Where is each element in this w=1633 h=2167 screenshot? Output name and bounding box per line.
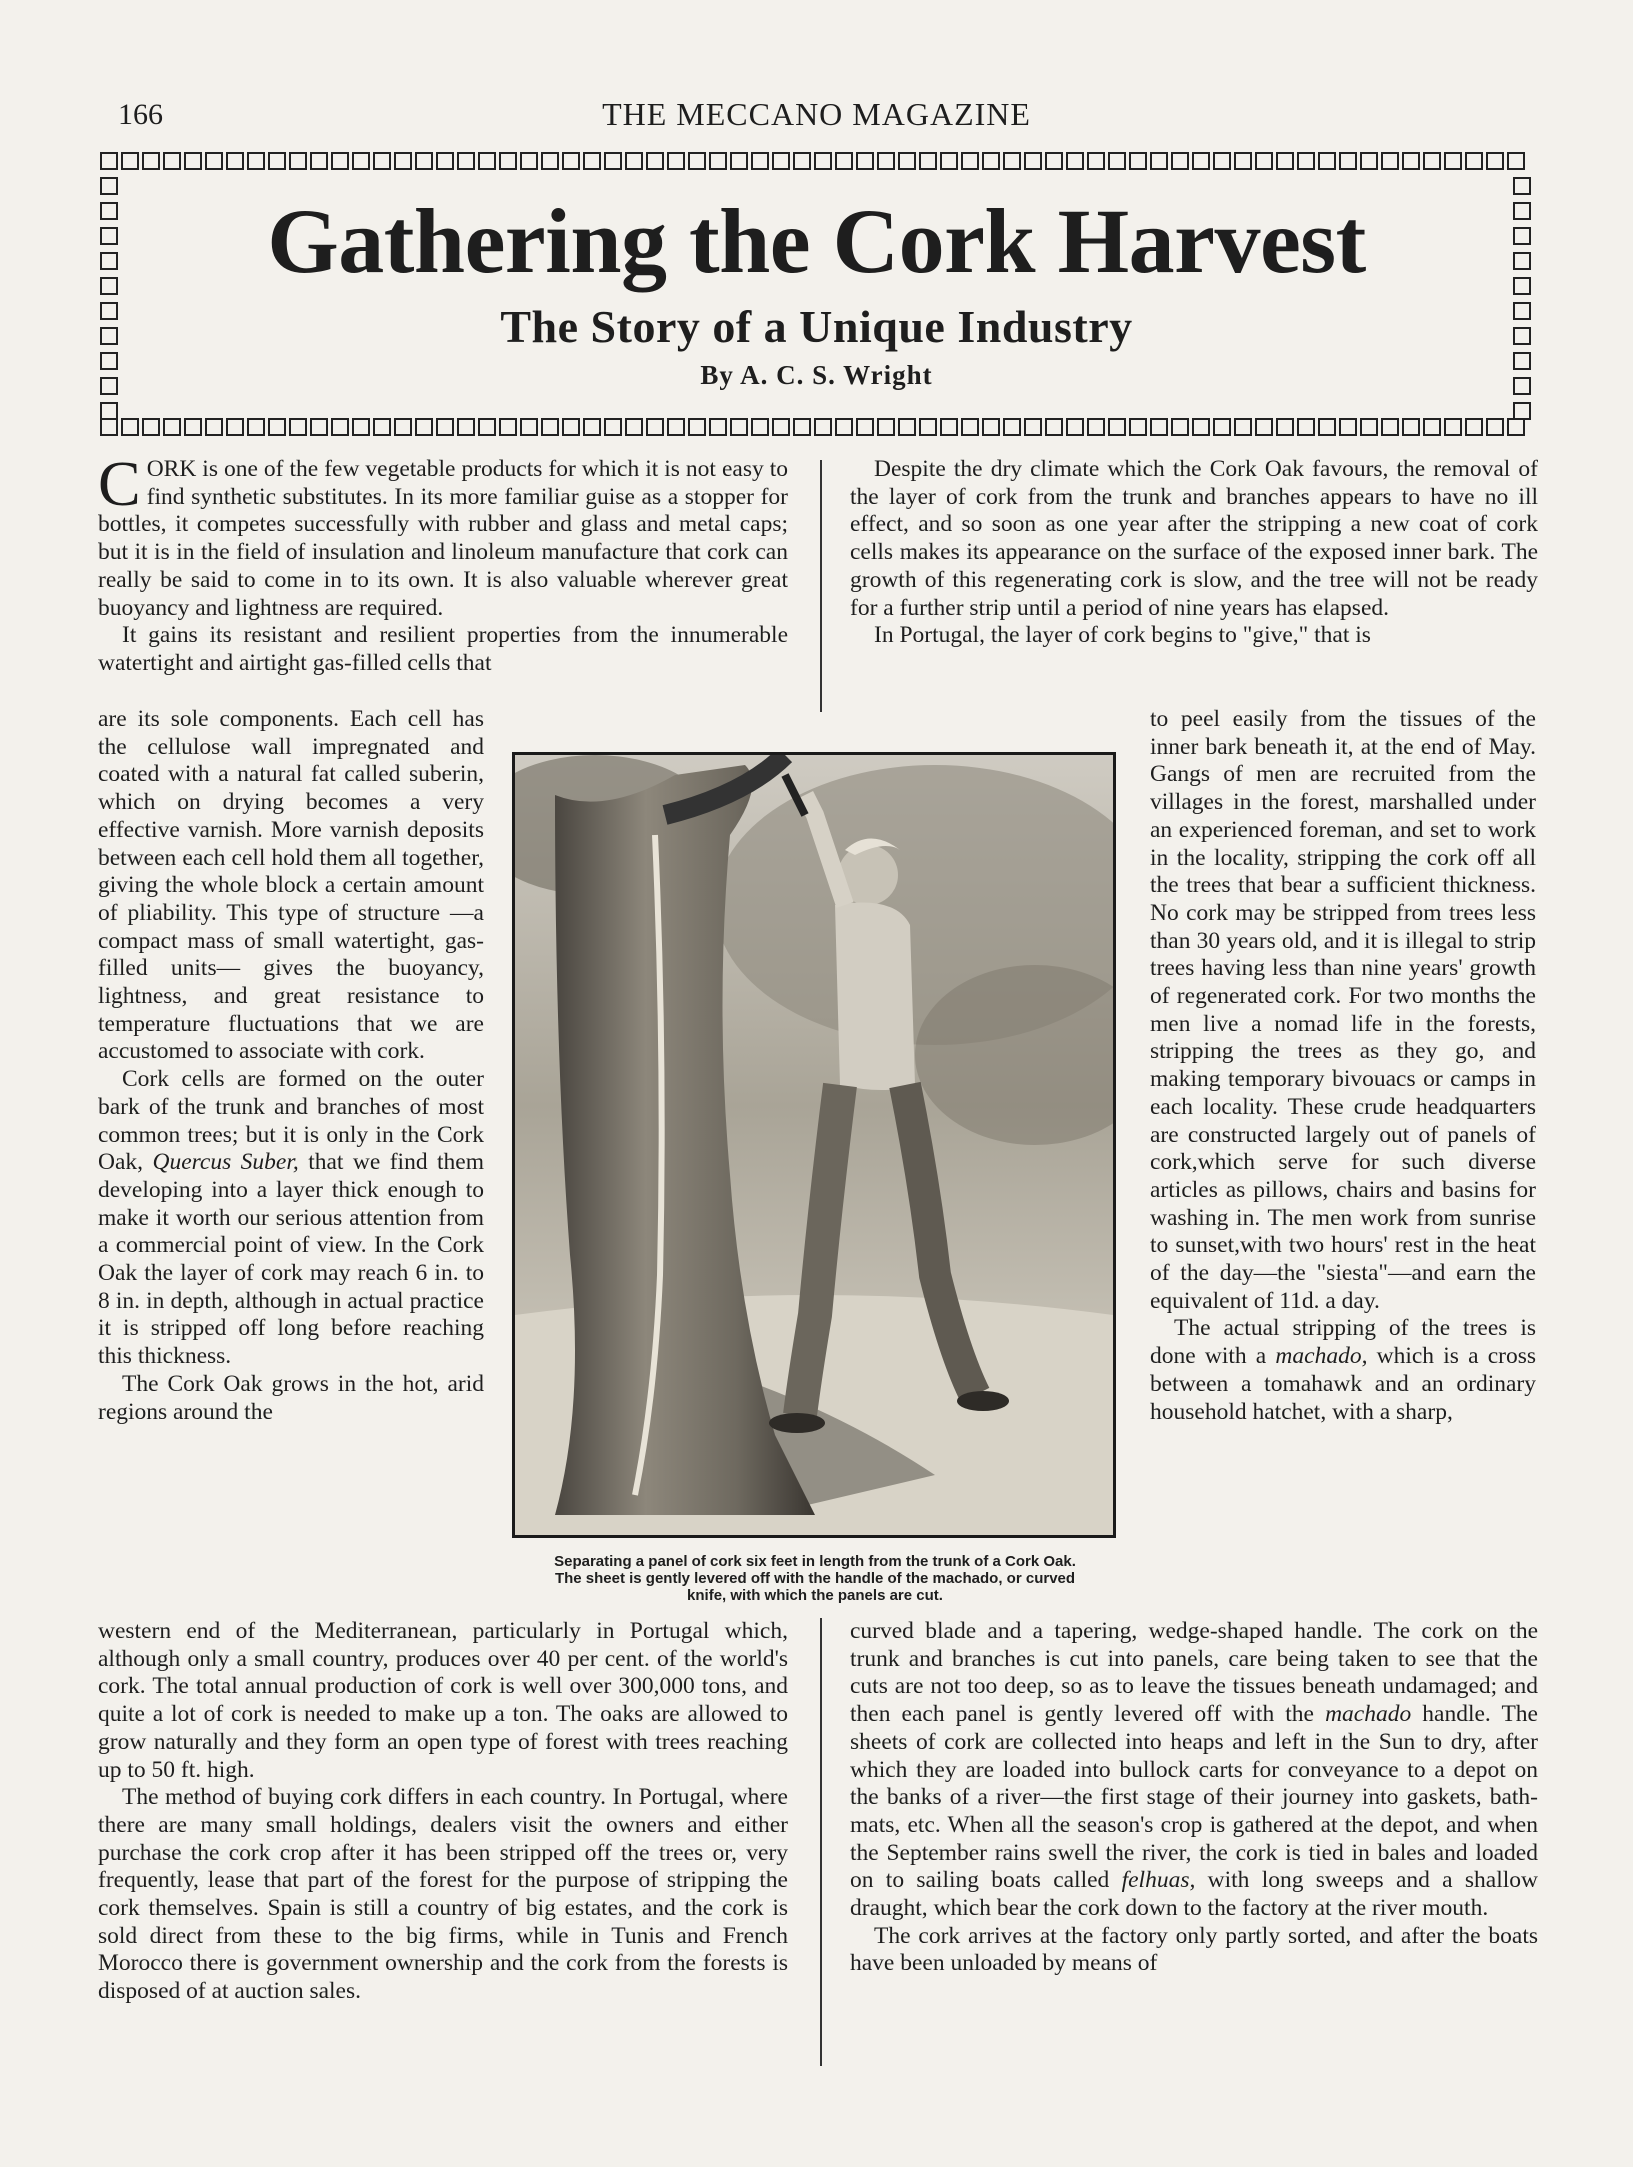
paragraph: [98, 1066, 484, 1371]
border-square: [352, 152, 370, 170]
border-square: [1360, 152, 1378, 170]
border-square: [856, 418, 874, 436]
border-square: [793, 152, 811, 170]
border-square: [1024, 418, 1042, 436]
border-square: [1297, 418, 1315, 436]
border-square: [814, 418, 832, 436]
column-rule-bottom: [820, 1618, 822, 2066]
border-square: [919, 152, 937, 170]
drop-cap: C: [98, 448, 141, 519]
border-square: [793, 418, 811, 436]
border-square: [100, 152, 118, 170]
border-square: [730, 418, 748, 436]
page-number: 166: [118, 98, 163, 131]
border-square: [1234, 418, 1252, 436]
border-square: [457, 418, 475, 436]
border-square: [877, 418, 895, 436]
border-square: [1486, 418, 1504, 436]
cork-oak-photo: [512, 752, 1116, 1538]
border-square: [1423, 152, 1441, 170]
border-square: [541, 418, 559, 436]
caption-line: The sheet is gently levered off with the handle of the machado, or curved: [554, 1570, 1076, 1587]
paragraph: to peel easily from the tissues of the inner bark beneath it, at the end of May. Gangs of men are recruited from the villages in the forest, marshalled under an experienced foreman, and set to work in the locality, stripping the cork off all the trees that bear a sufficient thickness. No cork may be stripped from trees less than 30 years old, and it is illegal to strip trees having less than nine years' growth of regenerated cork. For two months the men live a nomad life in the forests, stripping the trees as they go, and making temporary bivouacs or camps in each locality. These crude headquarters are constructed largely out of panels of cork,which serve for such diverse articles as pillows, chairs and basins for washing in. The men work from sunrise to sunset,with two hours' rest in the heat of the day—the "siesta"—and earn the equivalent of 11d. a day.: [1150, 706, 1536, 1314]
paragraph: Despite the dry climate which the Cork Oak favours, the removal of the layer of cork from the trunk and branches appears to have no ill effect, and so soon as one year after the stripping a new coat of cork cells makes its appearance on the surface of the exposed inner bark. The growth of this regenerating cork is slow, and the tree will not be ready for a further strip until a period of nine years has elapsed.: [850, 456, 1538, 621]
border-square: [982, 418, 1000, 436]
border-square: [226, 152, 244, 170]
border-square: [1108, 152, 1126, 170]
border-square: [940, 418, 958, 436]
border-square: [478, 152, 496, 170]
border-square: [1024, 152, 1042, 170]
border-square: [1192, 418, 1210, 436]
border-square: [1486, 152, 1504, 170]
right-column-narrow: [1150, 706, 1536, 1426]
border-square: [1513, 177, 1531, 195]
paragraph: In Portugal, the layer of cork begins to "give," that is: [874, 622, 1371, 649]
border-square: [961, 418, 979, 436]
border-square: [625, 152, 643, 170]
border-square: [373, 418, 391, 436]
border-square: [583, 418, 601, 436]
border-square: [1066, 152, 1084, 170]
border-square: [100, 402, 118, 420]
border-square: [394, 418, 412, 436]
border-square: [142, 152, 160, 170]
border-square: [961, 152, 979, 170]
paragraph: The Cork Oak grows in the hot, arid regions around the: [98, 1370, 484, 1425]
border-square: [331, 418, 349, 436]
border-square: [1129, 418, 1147, 436]
paragraph: It gains its resistant and resilient properties from the innumerable watertight and airtight gas-filled cells that: [98, 622, 788, 676]
border-square: [751, 418, 769, 436]
border-square: [688, 418, 706, 436]
border-square: [940, 152, 958, 170]
border-square: [1087, 418, 1105, 436]
border-square: [541, 152, 559, 170]
border-square: [163, 418, 181, 436]
border-square: [1339, 418, 1357, 436]
border-square: [1045, 418, 1063, 436]
border-square: [562, 152, 580, 170]
border-square: [1507, 152, 1525, 170]
border-square: [1150, 418, 1168, 436]
border-square: [226, 418, 244, 436]
border-square: [1444, 418, 1462, 436]
tool-name: machado,: [1275, 1343, 1368, 1370]
border-square: [1171, 418, 1189, 436]
border-square: [1213, 418, 1231, 436]
border-square: [646, 418, 664, 436]
border-square: [520, 418, 538, 436]
border-square: [1255, 152, 1273, 170]
border-square: [268, 152, 286, 170]
left-column-narrow: [98, 706, 484, 1426]
border-square: [1402, 152, 1420, 170]
paragraph-text: handle. The sheets of cork are collected into heaps and left in the Sun to dry, after which they are loaded into bullock carts for conveyance to a depot on the banks of a river—the first stage of their journey into gaskets, bath-mats, etc. When all the season's crop is gathered at the depot, and when the September rains swell the river, the cork is tied in bales and loaded on to sailing boats called: [850, 1701, 1538, 1894]
border-square: [373, 152, 391, 170]
border-square: [877, 152, 895, 170]
border-square: [1297, 152, 1315, 170]
border-square: [1255, 418, 1273, 436]
paragraph: The method of buying cork differs in each country. In Portugal, where there are many small holdings, dealers visit the owners and either purchase the cork crop after it has been stripped off the trees or, very frequently, lease that part of the forest for the purpose of stripping the cork themselves. Spain is still a country of big estates, and the cork is sold direct from these to the big firms, while in Tunis and French Morocco there is government ownership and the cork from the forests is disposed of at auction sales.: [98, 1784, 788, 2005]
border-square: [247, 152, 265, 170]
border-square: [982, 152, 1000, 170]
border-square: [205, 152, 223, 170]
border-square: [184, 152, 202, 170]
border-square: [1066, 418, 1084, 436]
border-square: [1381, 152, 1399, 170]
border-square: [499, 418, 517, 436]
photo-caption: [510, 1553, 1120, 1604]
border-top: [100, 152, 1528, 174]
border-square: [394, 152, 412, 170]
paragraph-text: which is a cross between a tomahawk and an ordinary household hatchet, with a sharp,: [1150, 1343, 1536, 1425]
border-square: [1339, 152, 1357, 170]
tool-name: machado: [1325, 1701, 1412, 1728]
paragraph: [850, 1618, 1538, 1923]
border-square: [268, 418, 286, 436]
border-square: [1402, 418, 1420, 436]
border-square: [730, 152, 748, 170]
border-square: [814, 152, 832, 170]
border-square: [100, 177, 118, 195]
magazine-title: THE MECCANO MAGAZINE: [602, 96, 1031, 132]
border-square: [1213, 152, 1231, 170]
border-square: [1192, 152, 1210, 170]
border-square: [667, 152, 685, 170]
border-square: [1423, 418, 1441, 436]
border-square: [709, 152, 727, 170]
border-square: [1129, 152, 1147, 170]
border-square: [415, 418, 433, 436]
border-square: [289, 152, 307, 170]
border-square: [1360, 418, 1378, 436]
border-square: [310, 152, 328, 170]
border-square: [1318, 418, 1336, 436]
paragraph-text: curved blade and a tapering, wedge-shaped handle. The cork on the trunk and branches is cut into panels, care being taken to see that the cuts are not too deep, so as to leave the tissues beneath undamaged; and then each panel is gently levered off with the: [850, 1618, 1538, 1728]
border-square: [625, 418, 643, 436]
border-square: [1444, 152, 1462, 170]
article-byline: By A. C. S. Wright: [700, 360, 933, 390]
paragraph-text: The actual stripping of the trees is done with a: [1150, 1315, 1536, 1370]
border-square: [1150, 152, 1168, 170]
paragraph-text: ORK is one of the few vegetable products for which it is not easy to find synthetic substitutes. In its more familiar guise as a stopper for bottles, it competes successfully with rubber and glass and metal caps; but it is in the field of insulation and linoleum manufacture that cork can really be said to come in to its own. It is also valuable wherever great buoyancy and lightness are required.: [98, 456, 788, 621]
border-square: [289, 418, 307, 436]
border-square: [772, 152, 790, 170]
caption-line: Separating a panel of cork six feet in length from the trunk of a Cork Oak.: [554, 1553, 1076, 1570]
border-square: [1276, 418, 1294, 436]
right-column-top: [850, 456, 1538, 650]
border-square: [898, 418, 916, 436]
border-square: [772, 418, 790, 436]
article-subtitle: The Story of a Unique Industry: [500, 301, 1133, 352]
border-square: [688, 152, 706, 170]
border-square: [1003, 152, 1021, 170]
border-square: [121, 418, 139, 436]
border-square: [835, 152, 853, 170]
boat-name: felhuas,: [1121, 1867, 1196, 1894]
border-square: [1045, 152, 1063, 170]
paragraph: [1150, 1315, 1536, 1426]
border-square: [1276, 152, 1294, 170]
border-square: [247, 418, 265, 436]
border-square: [646, 152, 664, 170]
border-square: [331, 152, 349, 170]
border-square: [1003, 418, 1021, 436]
border-square: [205, 418, 223, 436]
column-rule-top: [820, 460, 822, 712]
border-square: [709, 418, 727, 436]
right-column-bottom: [850, 1618, 1538, 1978]
photo-illustration: [515, 755, 1113, 1535]
paragraph-text: Cork cells are formed on the outer bark of the trunk and branches of most common trees; but it is only in the Cork Oak,: [98, 1066, 484, 1176]
border-square: [898, 152, 916, 170]
border-square: [352, 418, 370, 436]
paragraph: are its sole components. Each cell has the cellulose wall impregnated and coated with a natural fat called suberin, which on drying becomes a very effective varnish. More varnish deposits between each cell hold them all together, giving the whole block a certain amount of pliability. This type of structure —a compact mass of small watertight, gas-filled units— gives the buoyancy, lightness, and great resistance to temperature fluctuations that we are accustomed to associate with cork.: [98, 706, 484, 1065]
border-square: [604, 418, 622, 436]
border-square: [1465, 152, 1483, 170]
border-square: [1513, 402, 1531, 420]
border-square: [520, 152, 538, 170]
border-square: [562, 418, 580, 436]
border-square: [310, 418, 328, 436]
border-square: [457, 152, 475, 170]
paragraph: [98, 448, 788, 622]
border-square: [415, 152, 433, 170]
border-square: [163, 152, 181, 170]
border-square: [184, 418, 202, 436]
border-square: [583, 152, 601, 170]
border-square: [436, 418, 454, 436]
border-square: [142, 418, 160, 436]
border-square: [1465, 418, 1483, 436]
border-square: [667, 418, 685, 436]
border-square: [919, 418, 937, 436]
paragraph-text: that we find them developing into a layer thick enough to make it worth our serious attention from a commercial point of view. In the Cork Oak the layer of cork may reach 6 in. to 8 in. in depth, although in actual practice it is stripped off long before reaching this thickness.: [98, 1149, 484, 1370]
left-column-top: [98, 448, 788, 678]
border-square: [1171, 152, 1189, 170]
border-square: [604, 152, 622, 170]
paragraph-text: with long sweeps and a shallow draught, which bear the cork down to the factory at the river mouth.: [850, 1867, 1538, 1922]
border-square: [751, 152, 769, 170]
border-square: [121, 152, 139, 170]
border-square: [499, 152, 517, 170]
border-square: [835, 418, 853, 436]
border-square: [1108, 418, 1126, 436]
border-square: [436, 152, 454, 170]
border-square: [856, 152, 874, 170]
border-square: [1087, 152, 1105, 170]
left-column-bottom: [98, 1618, 788, 2006]
border-square: [478, 418, 496, 436]
species-name: Quercus Suber,: [152, 1149, 299, 1176]
paragraph: The cork arrives at the factory only partly sorted, and after the boats have been unloaded by means of: [850, 1922, 1538, 1977]
article-title: Gathering the Cork Harvest: [267, 190, 1366, 292]
border-square: [1318, 152, 1336, 170]
caption-line: knife, with which the panels are cut.: [687, 1587, 943, 1604]
border-square: [1381, 418, 1399, 436]
paragraph: western end of the Mediterranean, particularly in Portugal which, although only a small country, produces over 40 per cent. of the world's cork. The total annual production of cork is well over 300,000 tons, and quite a lot of cork is needed to make up a ton. The oaks are allowed to grow naturally and they form an open type of forest with trees reaching up to 50 ft. high.: [98, 1618, 788, 1783]
border-square: [1234, 152, 1252, 170]
border-bottom: [100, 418, 1528, 440]
